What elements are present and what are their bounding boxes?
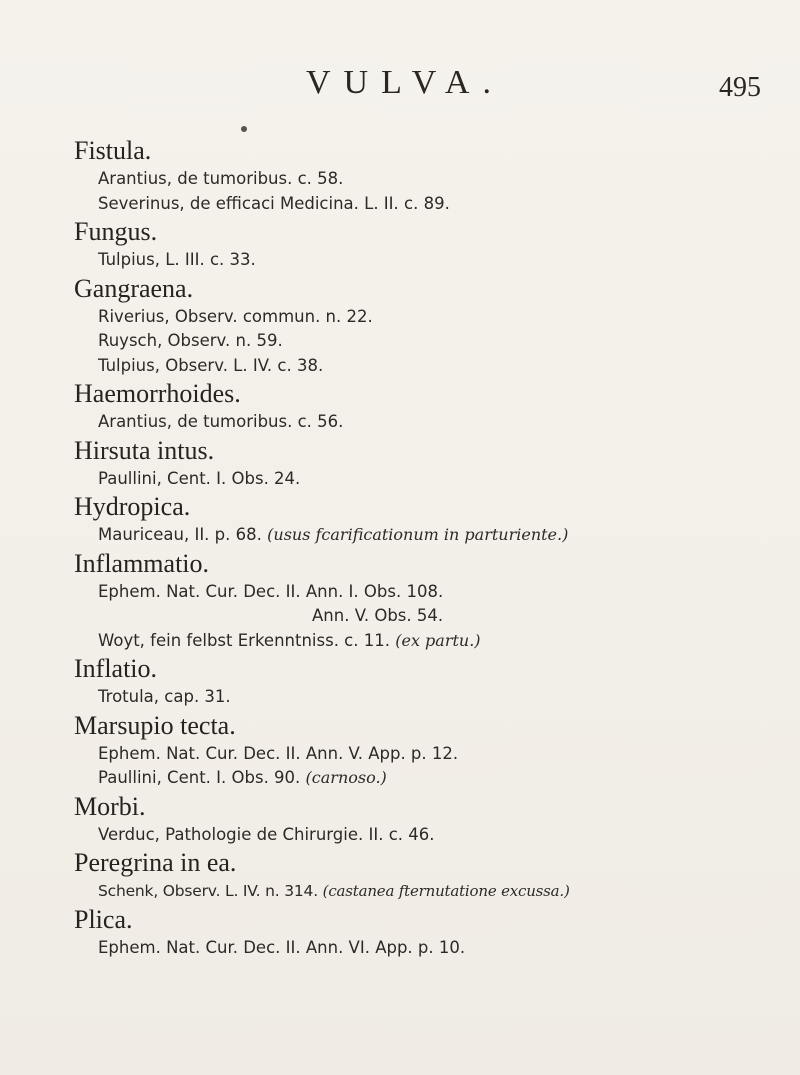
citation: Riverius, Observ. commun. n. 22. [98, 306, 373, 326]
citation: Paullini, Cent. I. Obs. 24. [98, 468, 301, 488]
entry-heading: Inflatio. [74, 654, 158, 683]
citation: Arantius, de tumoribus. c. 58. [98, 169, 344, 188]
citation-note: (castanea fternutatione excussa.) [322, 882, 570, 900]
index-entry [0, 216, 800, 273]
citation: Ruysch, Observ. n. 59. [98, 331, 283, 350]
citation-text: Woyt, fein felbst Erkenntniss. c. 11. [98, 630, 390, 650]
entry-heading: Marsupio tecta. [74, 710, 236, 740]
citation: Ephem. Nat. Cur. Dec. II. Ann. I. Obs. 108. [98, 581, 444, 601]
citation-text: Schenk, Observ. L. IV. n. 314. [98, 882, 318, 900]
index-entry [0, 710, 800, 791]
citation [98, 766, 800, 791]
index-entry [0, 548, 800, 654]
index-entry [0, 273, 800, 379]
citation: Tulpius, Observ. L. IV. c. 38. [98, 355, 324, 375]
index-list [0, 135, 800, 960]
citation-note: (usus fcarificationum in parturiente.) [267, 525, 569, 544]
index-entry [0, 847, 800, 904]
entry-heading: Morbi. [74, 791, 146, 821]
ink-speck [241, 126, 247, 132]
citation: Verduc, Pathologie de Chirurgie. II. c. 46. [98, 824, 435, 844]
entry-heading: Hirsuta intus. [74, 435, 215, 465]
entry-heading: Plica. [74, 904, 133, 934]
index-entry [0, 904, 800, 961]
citation: Ephem. Nat. Cur. Dec. II. Ann. V. App. p. 12. [98, 743, 459, 763]
citation-note: (ex partu.) [395, 630, 481, 650]
running-title: VULVA. [306, 64, 504, 101]
entry-heading: Haemorrhoides. [74, 379, 241, 408]
citation [98, 879, 800, 904]
citation-note: (carnoso.) [305, 768, 387, 787]
page-number: 495 [719, 72, 761, 103]
entry-heading: Gangraena. [74, 273, 194, 303]
citation [98, 523, 800, 548]
citation-text: Mauriceau, II. p. 68. [98, 525, 262, 544]
citation: Trotula, cap. 31. [98, 687, 231, 706]
index-entry [0, 791, 800, 848]
index-entry [0, 135, 800, 216]
entry-heading: Inflammatio. [74, 548, 210, 578]
citation: Severinus, de efficaci Medicina. L. II. c. 89. [98, 193, 450, 213]
entry-heading: Peregrina in ea. [74, 848, 237, 877]
entry-heading: Fistula. [74, 136, 152, 165]
entry-heading: Hydropica. [74, 492, 191, 521]
index-entry [0, 491, 800, 548]
citation-text: Paullini, Cent. I. Obs. 90. [98, 768, 301, 787]
citation: Arantius, de tumoribus. c. 56. [98, 412, 344, 431]
citation-continuation: Ann. V. Obs. 54. [312, 606, 444, 625]
index-entry [0, 378, 800, 435]
citation: Ephem. Nat. Cur. Dec. II. Ann. VI. App. p. 10. [98, 937, 466, 957]
index-entry [0, 435, 800, 492]
index-entry [0, 653, 800, 710]
entry-heading: Fungus. [74, 217, 158, 246]
citation [98, 629, 800, 654]
citation: Tulpius, L. III. c. 33. [98, 250, 256, 269]
